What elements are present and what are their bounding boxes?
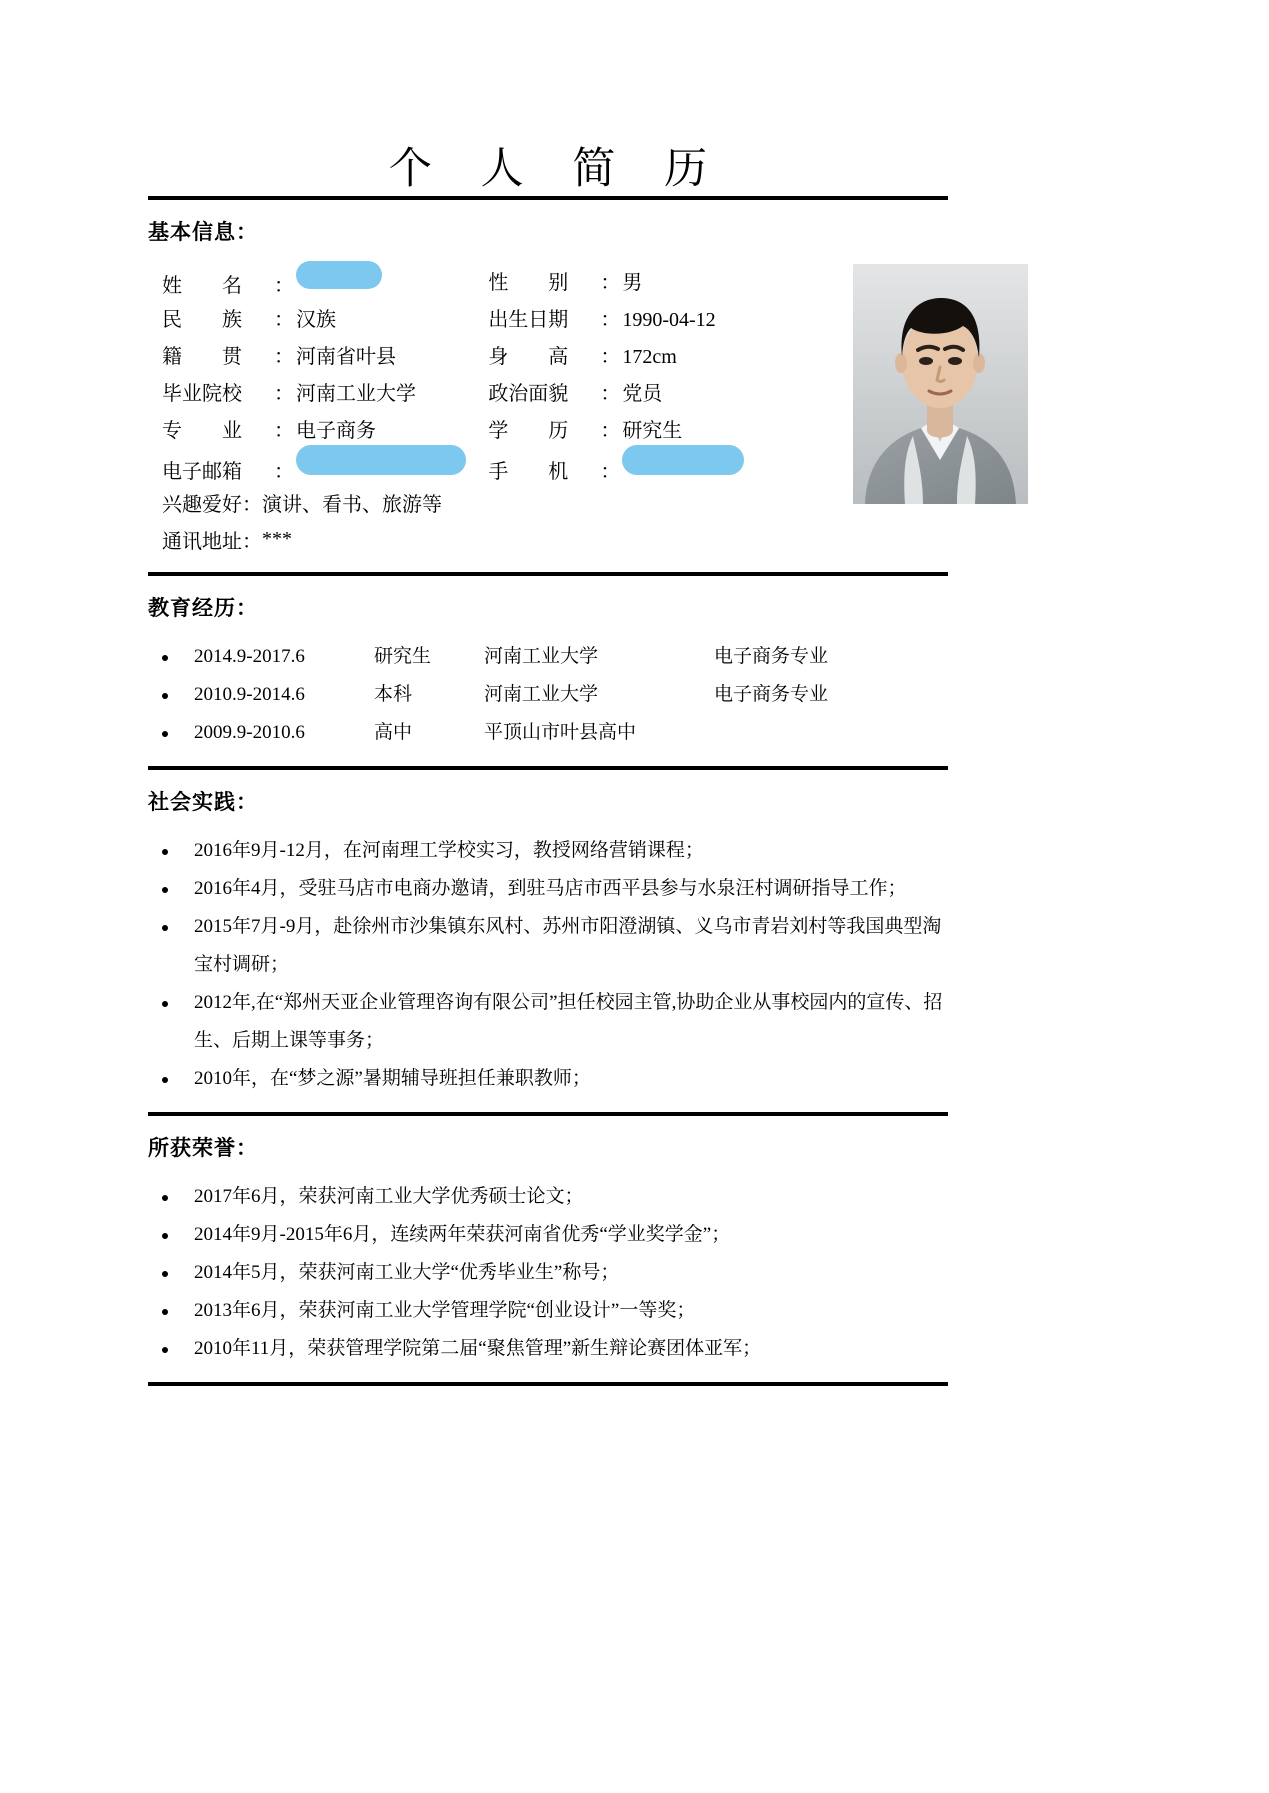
field-value: 演讲、看书、旅游等 bbox=[262, 494, 442, 516]
education-list bbox=[148, 632, 948, 766]
section-heading-practice: 社会实践： bbox=[148, 790, 258, 814]
field-birthdate bbox=[488, 303, 768, 332]
info-row bbox=[148, 336, 768, 373]
section-heading-basic: 基本信息： bbox=[148, 220, 258, 244]
field-colon: ： bbox=[274, 460, 294, 483]
field-gender bbox=[488, 266, 768, 295]
list-item: 2015年7月-9月，赴徐州市沙集镇东风村、苏州市阳澄湖镇、义乌市青岩刘村等我国典型淘宝村调研； bbox=[148, 908, 948, 984]
list-item: 2016年4月，受驻马店市电商办邀请，到驻马店市西平县参与水泉汪村调研指导工作； bbox=[148, 870, 948, 908]
list-item: 2016年9月-12月，在河南理工学校实习，教授网络营销课程； bbox=[148, 832, 948, 870]
basic-info-block bbox=[148, 256, 948, 572]
field-label: 手 机 bbox=[488, 460, 569, 483]
education-date: 2010.9-2014.6 bbox=[194, 684, 305, 705]
list-item: 2014年5月，荣获河南工业大学“优秀毕业生”称号； bbox=[148, 1254, 948, 1292]
field-colon: ： bbox=[600, 309, 621, 331]
field-colon: ： bbox=[274, 309, 294, 331]
field-value: 党员 bbox=[622, 383, 663, 405]
field-value: *** bbox=[262, 528, 292, 550]
education-major: 电子商务专业 bbox=[714, 646, 829, 667]
honors-list bbox=[148, 1172, 948, 1382]
divider-bottom bbox=[148, 1382, 948, 1386]
education-school: 河南工业大学 bbox=[484, 646, 599, 667]
list-item: 2013年6月，荣获河南工业大学管理学院“创业设计”一等奖； bbox=[148, 1292, 948, 1330]
field-political-status bbox=[488, 377, 768, 406]
field-label: 姓 名 bbox=[162, 274, 242, 297]
field-colon: ： bbox=[600, 272, 621, 294]
info-row bbox=[148, 373, 768, 410]
avatar bbox=[853, 264, 1028, 504]
field-colon: ： bbox=[274, 346, 294, 368]
education-date: 2009.9-2010.6 bbox=[194, 722, 305, 743]
section-heading-honors: 所获荣誉： bbox=[148, 1136, 258, 1160]
info-row bbox=[148, 262, 768, 299]
field-email bbox=[148, 448, 488, 484]
basic-info-grid bbox=[148, 262, 768, 558]
redaction-phone bbox=[622, 445, 744, 475]
field-label: 专 业 bbox=[162, 420, 242, 442]
field-ethnicity bbox=[148, 303, 488, 332]
education-degree: 高中 bbox=[374, 722, 413, 743]
field-label: 通讯地址： bbox=[162, 531, 262, 553]
field-value: 电子商务 bbox=[296, 420, 376, 442]
field-colon: ： bbox=[600, 420, 621, 442]
education-school: 平顶山市叶县高中 bbox=[484, 722, 637, 743]
field-label: 出生日期 bbox=[488, 309, 569, 331]
field-colon: ： bbox=[600, 383, 621, 405]
field-label: 学 历 bbox=[488, 420, 569, 442]
info-row bbox=[148, 447, 768, 484]
field-name bbox=[148, 264, 488, 298]
field-value: 172cm bbox=[622, 346, 677, 368]
field-school bbox=[148, 377, 488, 406]
list-item bbox=[148, 676, 948, 714]
list-item: 2012年,在“郑州天亚企业管理咨询有限公司”担任校园主管,协助企业从事校园内的宣传、招生、后期上课等事务； bbox=[148, 984, 948, 1060]
field-value: 1990-04-12 bbox=[622, 309, 716, 331]
list-item bbox=[148, 714, 948, 752]
field-colon: ： bbox=[600, 460, 621, 483]
field-phone bbox=[488, 448, 768, 484]
field-colon: ： bbox=[274, 274, 294, 297]
portrait-photo-icon bbox=[853, 264, 1028, 504]
education-degree: 研究生 bbox=[374, 646, 432, 667]
field-label: 政治面貌 bbox=[488, 383, 569, 405]
field-label: 民 族 bbox=[162, 309, 242, 331]
list-item: 2014年9月-2015年6月，连续两年荣获河南省优秀“学业奖学金”； bbox=[148, 1216, 948, 1254]
list-item: 2010年11月，荣获管理学院第二届“聚焦管理”新生辩论赛团体亚军； bbox=[148, 1330, 948, 1368]
practice-list bbox=[148, 826, 948, 1112]
info-row bbox=[148, 410, 768, 447]
page-title: 个 人 简 历 bbox=[388, 146, 727, 193]
field-degree bbox=[488, 414, 768, 443]
list-item: 2010年，在“梦之源”暑期辅导班担任兼职教师； bbox=[148, 1060, 948, 1098]
info-row bbox=[148, 299, 768, 336]
field-colon: ： bbox=[600, 346, 621, 368]
field-value: 汉族 bbox=[296, 309, 336, 331]
section-heading-education: 教育经历： bbox=[148, 596, 258, 620]
field-height bbox=[488, 340, 768, 369]
education-degree: 本科 bbox=[374, 684, 413, 705]
field-colon: ： bbox=[274, 383, 294, 405]
field-label: 性 别 bbox=[488, 272, 569, 294]
field-value: 研究生 bbox=[622, 420, 683, 442]
field-label: 身 高 bbox=[488, 346, 569, 368]
list-item bbox=[148, 638, 948, 676]
list-item: 2017年6月，荣获河南工业大学优秀硕士论文； bbox=[148, 1178, 948, 1216]
resume-content bbox=[148, 0, 948, 1386]
field-value: 河南工业大学 bbox=[296, 383, 416, 405]
education-date: 2014.9-2017.6 bbox=[194, 646, 305, 667]
education-major: 电子商务专业 bbox=[714, 684, 829, 705]
field-label: 毕业院校 bbox=[162, 383, 242, 405]
field-major bbox=[148, 414, 488, 443]
education-school: 河南工业大学 bbox=[484, 684, 599, 705]
field-address bbox=[148, 521, 768, 558]
field-value: 河南省叶县 bbox=[296, 346, 396, 368]
field-value: 男 bbox=[622, 272, 643, 294]
field-label: 电子邮箱 bbox=[162, 460, 242, 483]
field-hobbies bbox=[148, 484, 768, 521]
field-hometown bbox=[148, 340, 488, 369]
field-label: 兴趣爱好： bbox=[162, 494, 262, 516]
field-colon: ： bbox=[274, 420, 294, 442]
redaction-name bbox=[296, 261, 382, 289]
redaction-email bbox=[296, 445, 466, 475]
field-label: 籍 贯 bbox=[162, 346, 242, 368]
